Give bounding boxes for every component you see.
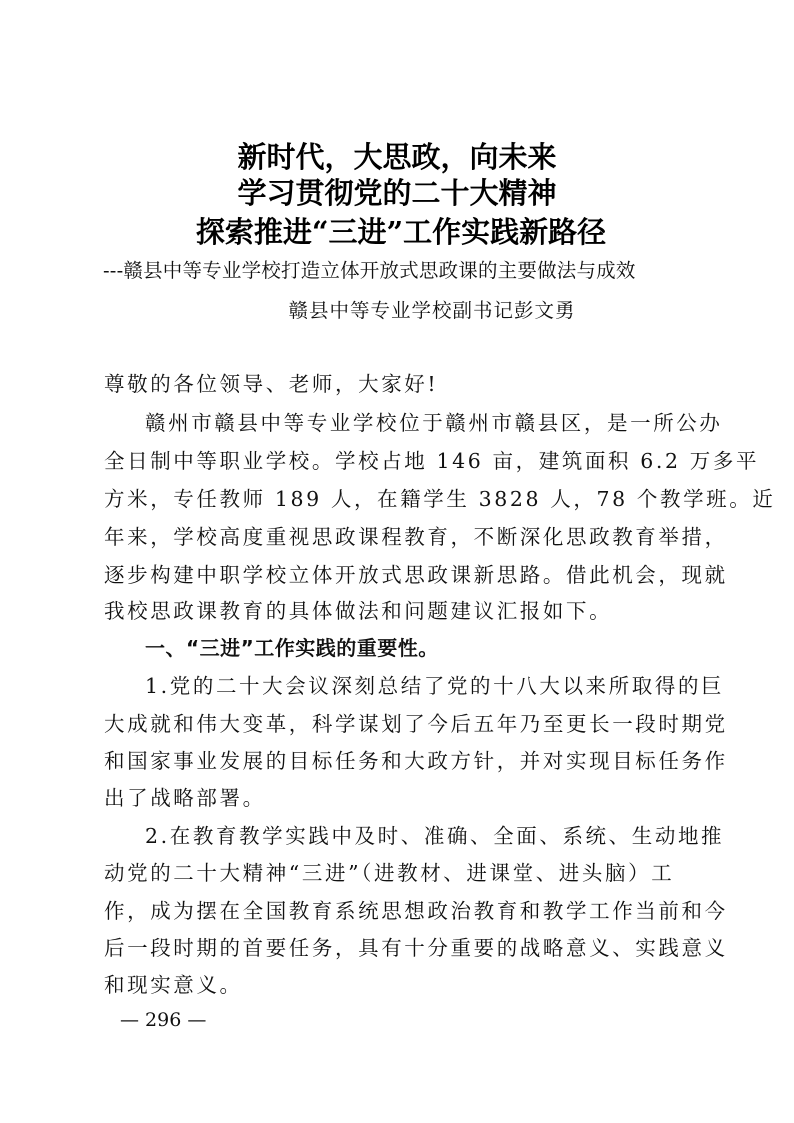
paragraph-1-line-1: 赣州市赣县中等专业学校位于赣州市赣县区，是一所公办 [145, 411, 723, 435]
paragraph-1-line-3: 方米，专任教师 189 人，在籍学生 3828 人，78 个教学班。近 [104, 487, 776, 511]
title-line-3: 探索推进“三进”工作实践新路径 [195, 215, 607, 249]
author-line: 赣县中等专业学校副书记彭文勇 [288, 299, 576, 322]
point-1-line-4: 出了战略部署。 [104, 786, 266, 810]
paragraph-1-line-6: 我校思政课教育的具体做法和问题建议汇报如下。 [104, 599, 613, 623]
point-2-line-4: 后一段时期的首要任务，具有十分重要的战略意义、实践意义 [104, 936, 728, 960]
point-2-line-1: 2.在教育教学实践中及时、准确、全面、系统、生动地推 [145, 824, 725, 848]
page-number: — 296 — [120, 1009, 207, 1031]
point-1-line-2: 大成就和伟大变革，科学谋划了今后五年乃至更长一段时期党 [104, 712, 728, 736]
paragraph-1-line-5: 逐步构建中职学校立体开放式思政课新思路。借此机会，现就 [104, 563, 728, 587]
paragraph-1-line-2: 全日制中等职业学校。学校占地 146 亩，建筑面积 6.2 万多平 [104, 449, 760, 473]
point-2-line-2: 动党的二十大精神“三进”（进教材、进课堂、进头脑）工 [104, 861, 675, 885]
title-line-2: 学习贯彻党的二十大精神 [237, 176, 557, 210]
point-2-line-3: 作，成为摆在全国教育系统思想政治教育和教学工作当前和今 [104, 899, 728, 923]
subtitle: ---赣县中等专业学校打造立体开放式思政课的主要做法与成效 [103, 259, 636, 282]
point-1-line-1: 1.党的二十大会议深刻总结了党的十八大以来所取得的巨 [145, 674, 725, 698]
point-1-line-3: 和国家事业发展的目标任务和大政方针，并对实现目标任务作 [104, 749, 728, 773]
greeting: 尊敬的各位领导、老师，大家好! [104, 372, 439, 396]
title-line-1: 新时代，大思政，向未来 [237, 140, 557, 174]
paragraph-1-line-4: 年来，学校高度重视思政课程教育，不断深化思政教育举措， [104, 525, 728, 549]
section-1-heading: 一、“三进”工作实践的重要性。 [145, 636, 439, 660]
point-2-line-5: 和现实意义。 [104, 973, 243, 997]
